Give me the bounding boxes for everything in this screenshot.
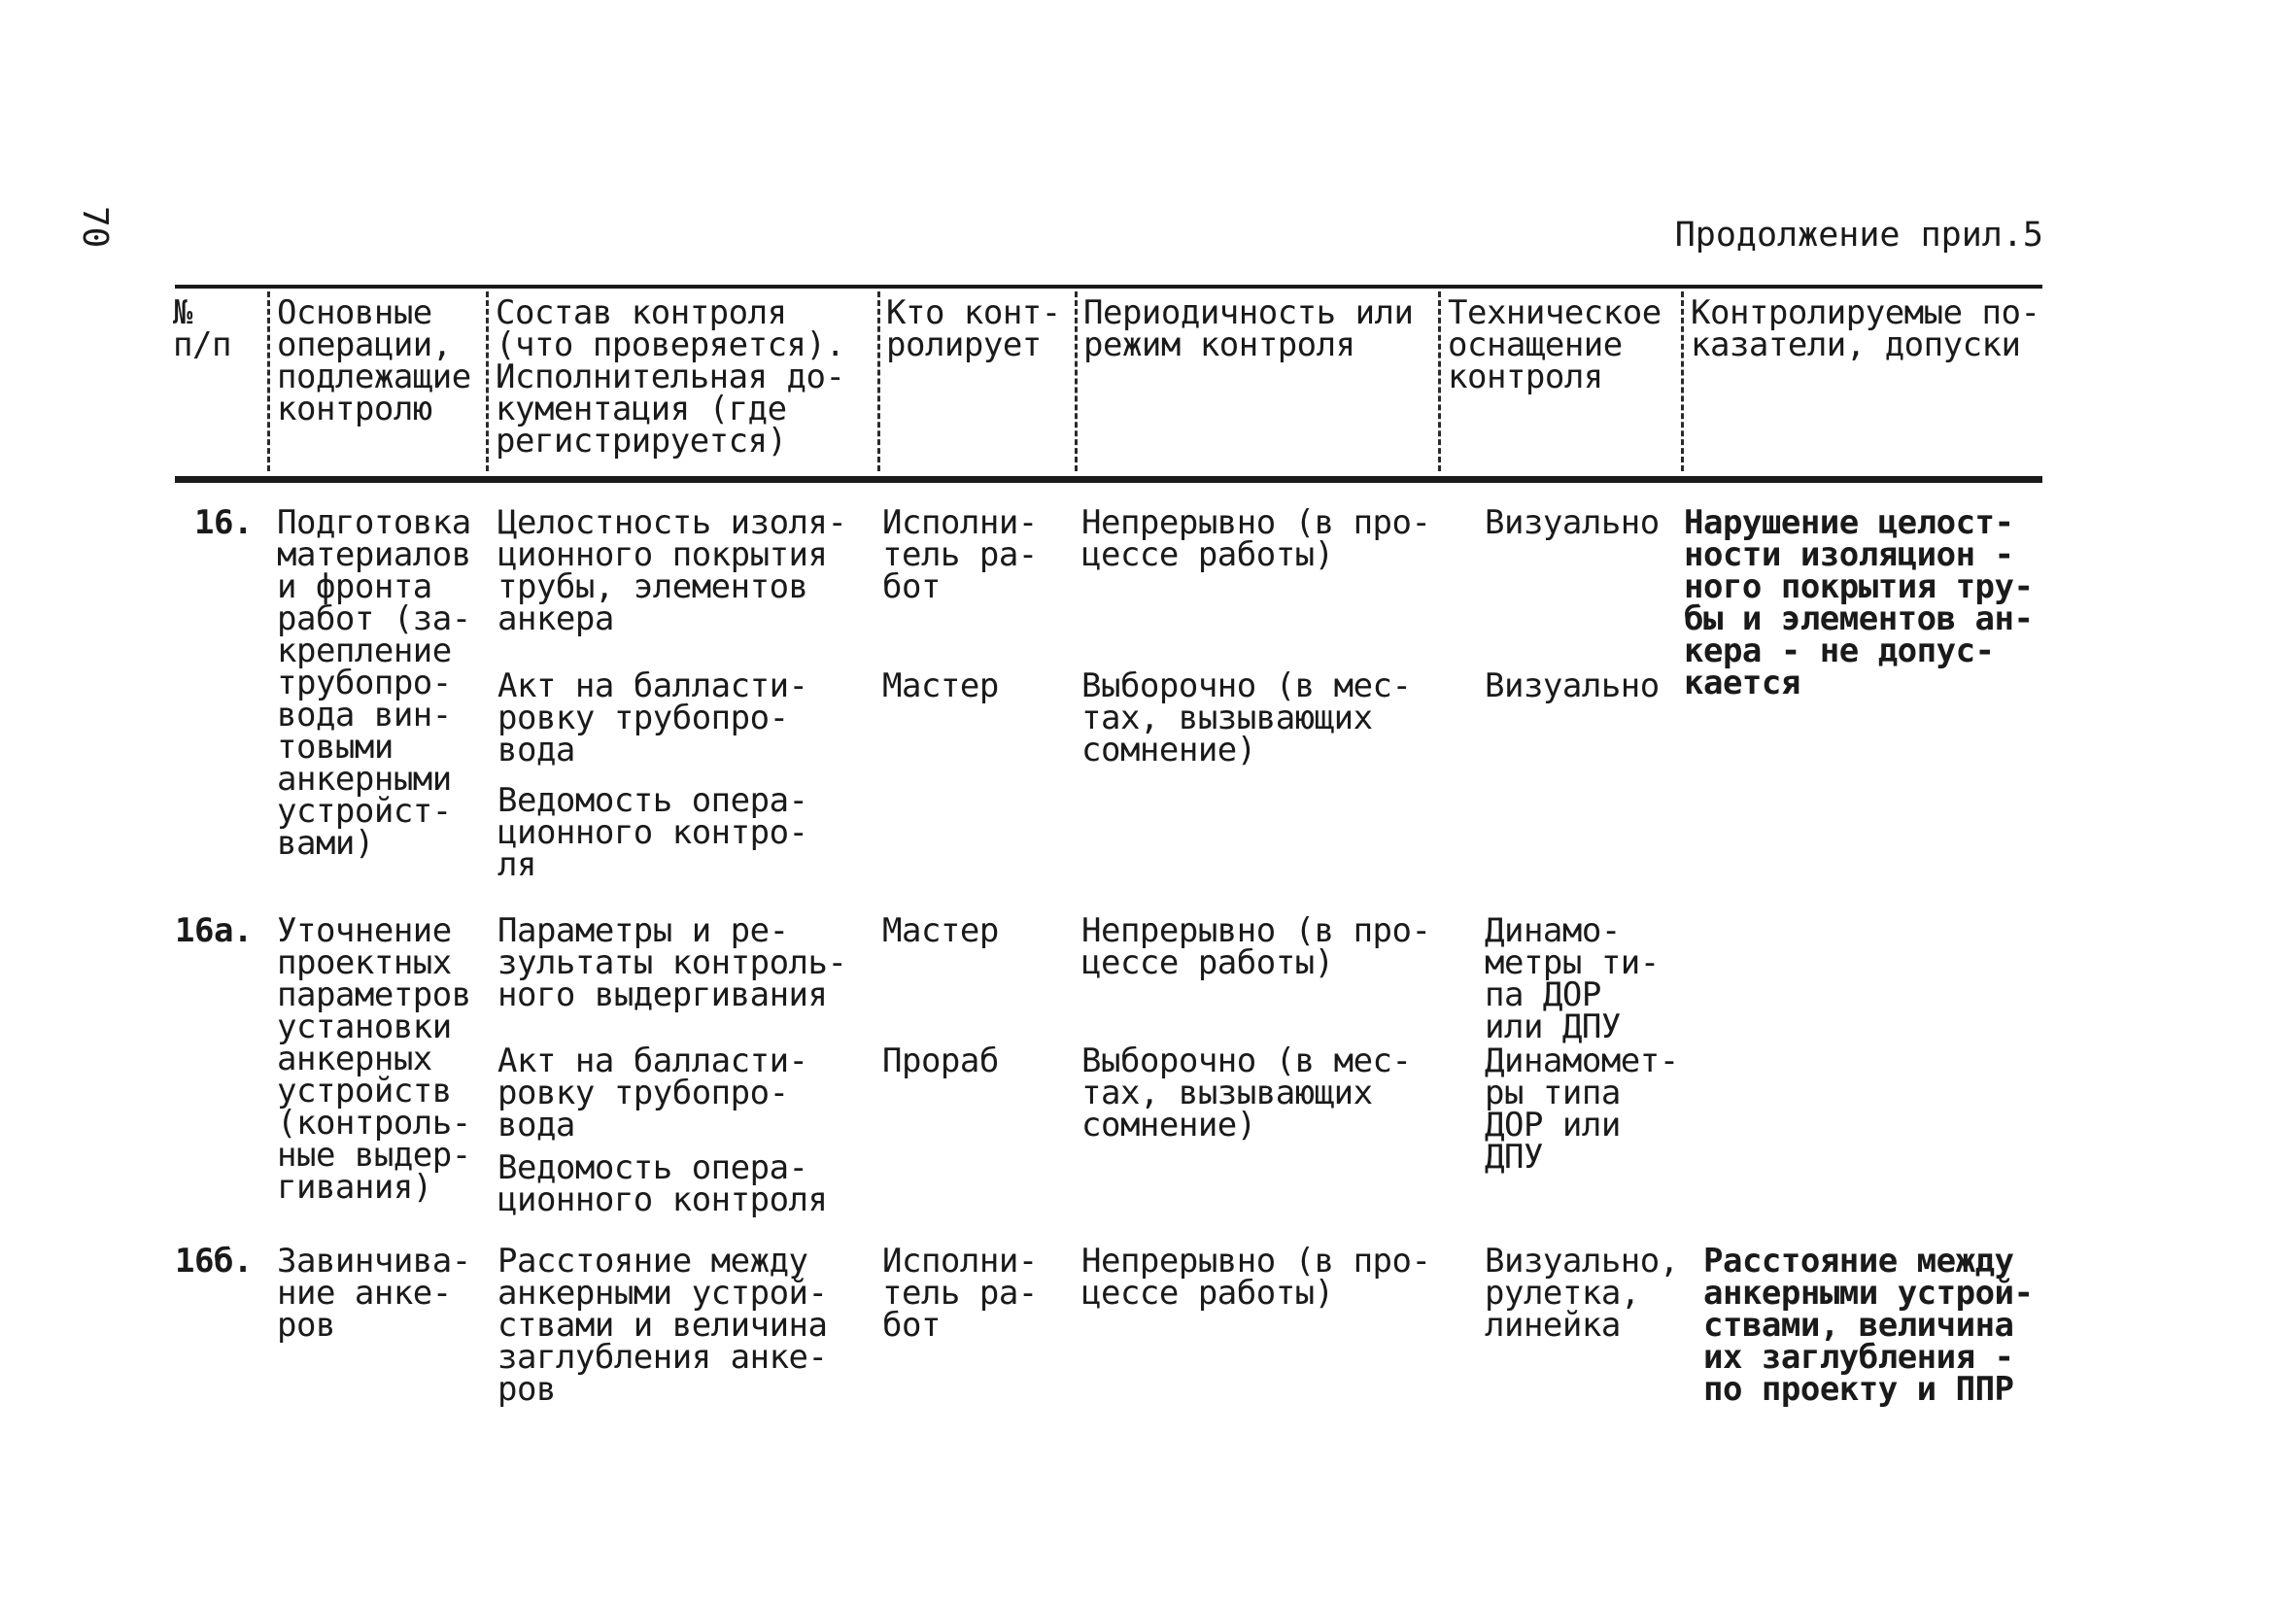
- column-separator: [877, 291, 880, 471]
- row-who: Мастер: [882, 911, 999, 950]
- row-who: Мастер: [882, 666, 999, 705]
- row-number: 16б.: [175, 1242, 253, 1281]
- column-separator: [267, 291, 270, 471]
- row-operation: Завинчива- ние анке- ров: [277, 1242, 471, 1345]
- row-composition: Акт на балласти- ровку трубопро- вода: [497, 1042, 808, 1145]
- row-number: 16.: [194, 503, 253, 542]
- header-who: Кто конт- ролирует: [886, 293, 1061, 364]
- row-operation: Уточнение проектных параметров установки анкерных устройств (контроль- ные выдер- гивания): [277, 911, 471, 1207]
- column-separator: [1438, 291, 1441, 471]
- row-composition: Акт на балласти- ровку трубопро- вода: [497, 666, 808, 769]
- header-operations: Основные операции, подлежащие контролю: [277, 293, 471, 428]
- column-separator: [486, 291, 489, 471]
- row-operation: Подготовка материалов и фронта работ (за- крепление трубопро- вода вин- товыми анкерными устройст- вами): [277, 503, 471, 863]
- page-number: 70: [75, 206, 115, 249]
- row-who: Прораб: [882, 1042, 999, 1080]
- row-equipment: Динамомет- ры типа ДОР или ДПУ: [1485, 1042, 1679, 1177]
- row-periodicity: Выборочно (в мес- тах, вызывающих сомнение): [1081, 1042, 1412, 1145]
- row-number: 16а.: [175, 911, 253, 950]
- row-who: Исполни- тель ра- бот: [882, 1242, 1038, 1345]
- row-periodicity: Непрерывно (в про- цессе работы): [1081, 1242, 1431, 1313]
- row-equipment: Динамо- метры ти- па ДОР или ДПУ: [1485, 911, 1660, 1046]
- header-equipment: Техническое оснащение контроля: [1448, 293, 1662, 396]
- row-equipment: Визуально: [1485, 666, 1660, 705]
- row-composition: Параметры и ре- зультаты контроль- ного выдергивания: [497, 911, 847, 1014]
- row-indicators: Нарушение целост- ности изоляцион - ного покрытия тру- бы и элементов ан- кера - не допус- кается: [1684, 503, 2034, 702]
- header-num: № п/п: [173, 293, 231, 364]
- row-periodicity: Непрерывно (в про- цессе работы): [1081, 911, 1431, 982]
- table-top-rule: [175, 285, 2042, 289]
- row-who: Исполни- тель ра- бот: [882, 503, 1038, 606]
- continuation-label: Продолжение прил.5: [1674, 216, 2043, 255]
- column-separator: [1681, 291, 1684, 471]
- table-header-rule: [175, 476, 2042, 483]
- row-periodicity: Выборочно (в мес- тах, вызывающих сомнение): [1081, 666, 1412, 769]
- row-composition: Ведомость опера- ционного контроля: [497, 1148, 828, 1219]
- row-composition: Целостность изоля- ционного покрытия трубы, элементов анкера: [497, 503, 847, 638]
- row-equipment: Визуально: [1485, 503, 1660, 542]
- column-separator: [1075, 291, 1078, 471]
- row-composition: Расстояние между анкерными устрой- ствами и величина заглубления анке- ров: [497, 1242, 828, 1409]
- header-composition: Состав контроля (что проверяется). Исполнительная до- кументация (где регистрируется): [496, 293, 845, 461]
- header-periodicity: Периодичность или режим контроля: [1083, 293, 1414, 364]
- row-indicators: Расстояние между анкерными устрой- ствами, величина их заглубления - по проекту и ППР: [1703, 1242, 2034, 1409]
- row-composition: Ведомость опера- ционного контро- ля: [497, 781, 808, 884]
- header-indicators: Контролируемые по- казатели, допуски: [1691, 293, 2040, 364]
- row-equipment: Визуально, рулетка, линейка: [1485, 1242, 1679, 1345]
- row-periodicity: Непрерывно (в про- цессе работы): [1081, 503, 1431, 574]
